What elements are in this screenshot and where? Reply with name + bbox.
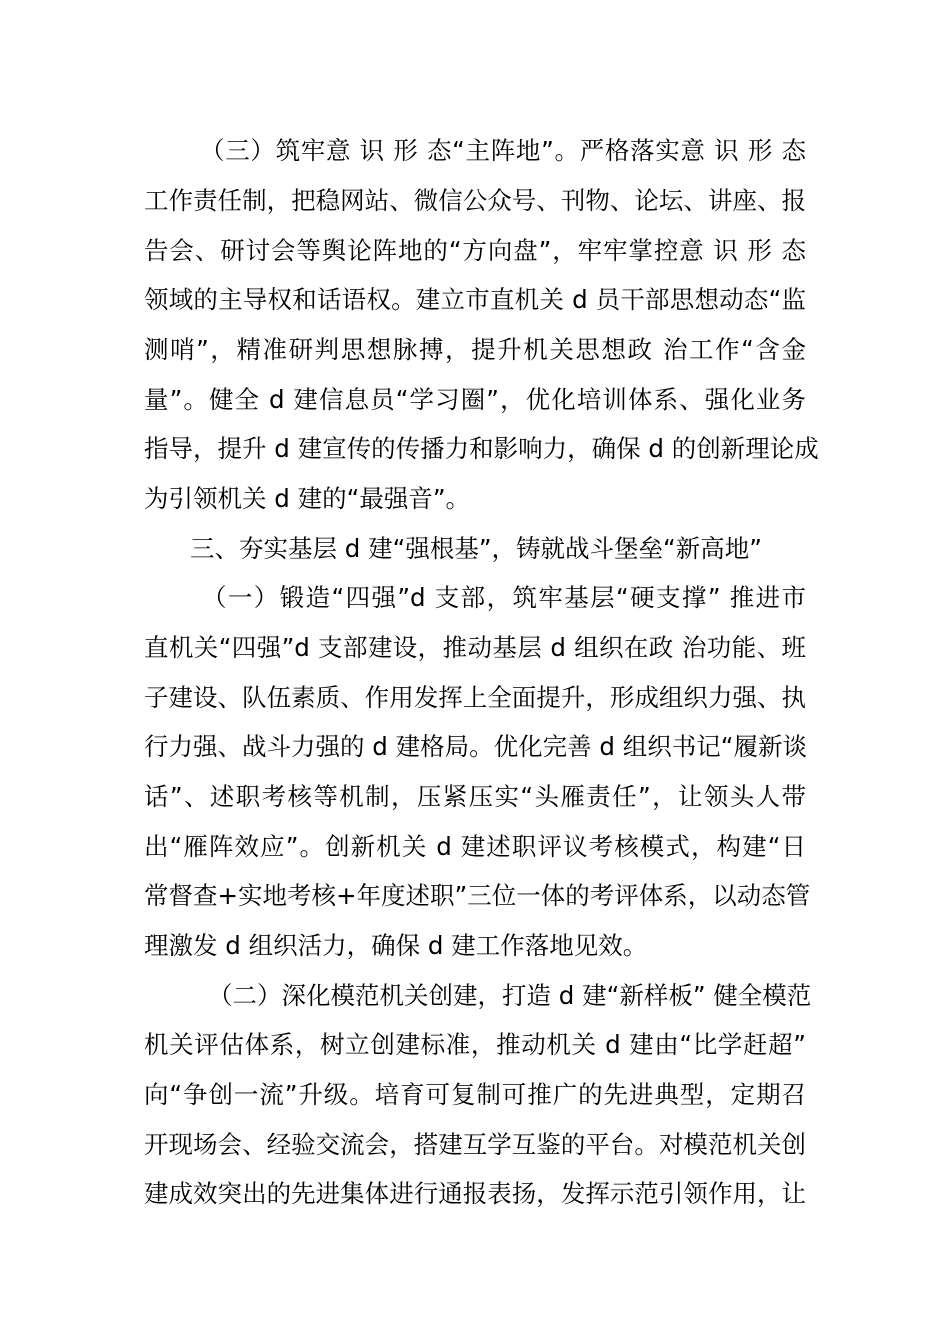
text-line: 话”、述职考核等机制，压紧压实“头雁责任”，让领头人带 bbox=[144, 782, 806, 811]
text-line: 量”。健全 d 建信息员“学习圈”，优化培训体系、强化业务 bbox=[144, 385, 806, 414]
text-line: 测哨”，精准研判思想脉搏，提升机关思想政 治工作“含金 bbox=[144, 335, 806, 364]
text-line: 领域的主导权和话语权。建立市直机关 d 员干部思想动态“监 bbox=[144, 285, 806, 314]
text-line: 理激发 d 组织活力，确保 d 建工作落地见效。 bbox=[144, 931, 648, 960]
text-line: 工作责任制，把稳网站、微信公众号、刊物、论坛、讲座、报 bbox=[144, 186, 806, 215]
text-line: （三）筑牢意 识 形 态“主阵地”。严格落实意 识 形 态 bbox=[200, 136, 806, 165]
text-line: 直机关“四强”d 支部建设，推动基层 d 组织在政 治功能、班 bbox=[144, 633, 806, 662]
text-line: 为引领机关 d 建的“最强音”。 bbox=[144, 484, 471, 513]
text-line: 建成效突出的先进集体进行通报表扬，发挥示范引领作用，让 bbox=[144, 1179, 806, 1208]
text-line: 子建设、队伍素质、作用发挥上全面提升，形成组织力强、执 bbox=[144, 683, 806, 712]
text-line: （二）深化模范机关创建，打造 d 建“新样板” 健全模范 bbox=[208, 981, 812, 1010]
text-line: 行力强、战斗力强的 d 建格局。优化完善 d 组织书记“履新谈 bbox=[144, 732, 807, 761]
text-line: 机关评估体系，树立创建标准，推动机关 d 建由“比学赶超” bbox=[144, 1030, 806, 1059]
text-line: （一）锻造“四强”d 支部，筑牢基层“硬支撑” 推进市 bbox=[202, 583, 806, 612]
text-line: 出“雁阵效应”。创新机关 d 建述职评议考核模式，构建“日 bbox=[144, 832, 806, 861]
text-line: 指导，提升 d 建宣传的传播力和影响力，确保 d 的创新理论成 bbox=[144, 434, 819, 463]
text-line: 开现场会、经验交流会，搭建互学互鉴的平台。对模范机关创 bbox=[144, 1130, 806, 1159]
section-heading: 三、夯实基层 d 建“强根基”，铸就战斗堡垒“新高地” bbox=[190, 534, 762, 563]
text-line: 向“争创一流”升级。培育可复制可推广的先进典型，定期召 bbox=[144, 1080, 806, 1109]
text-line: 常督查+实地考核+年度述职”三位一体的考评体系，以动态管 bbox=[144, 881, 811, 910]
text-line: 告会、研讨会等舆论阵地的“方向盘”，牢牢掌控意 识 形 态 bbox=[144, 236, 806, 265]
